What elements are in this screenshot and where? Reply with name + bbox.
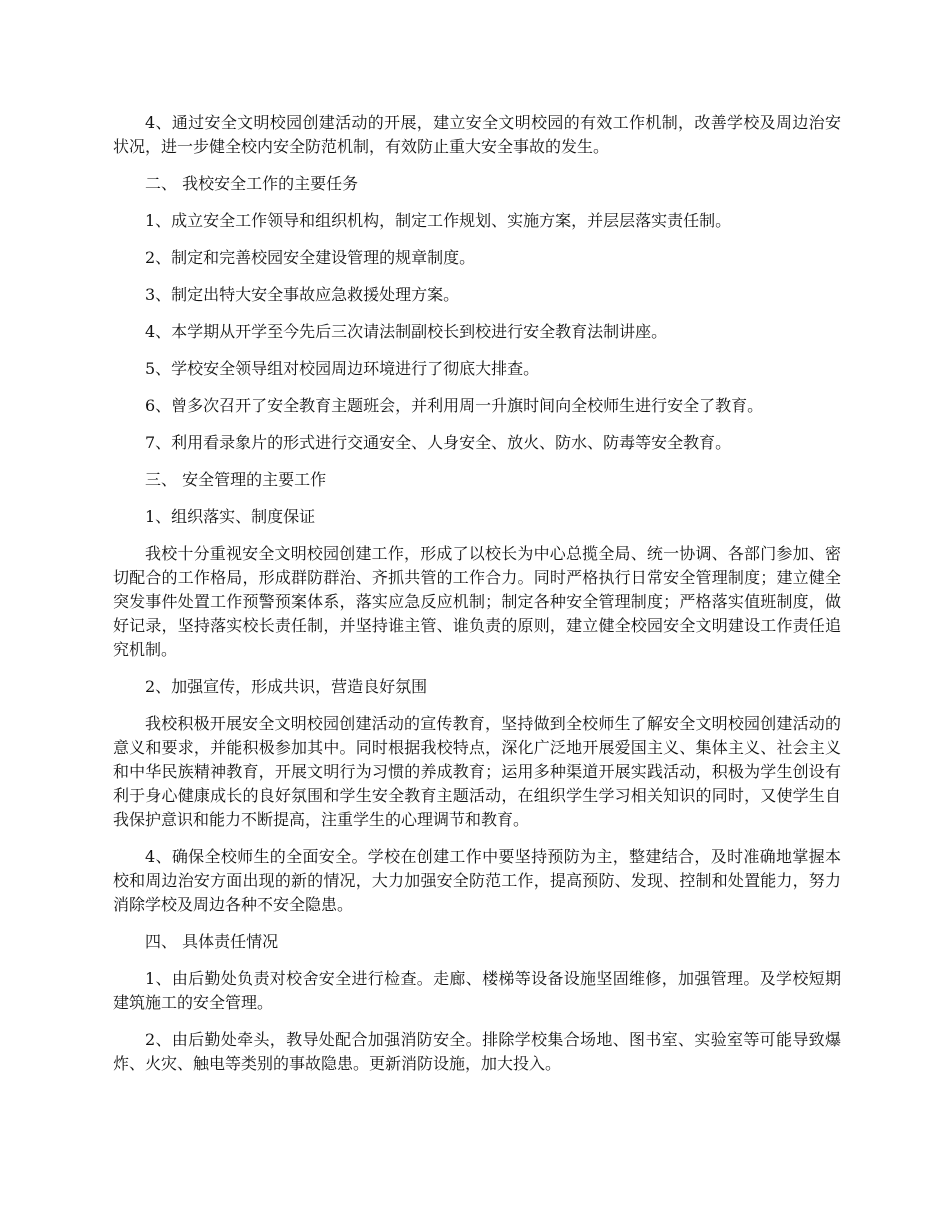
subheading-publicity: 2、加强宣传，形成共识，营造良好氛围 — [145, 677, 428, 696]
subheading-organization: 1、组织落实、制度保证 — [145, 507, 316, 526]
paragraph-task-3: 3、制定出特大安全事故应急救援处理方案。 — [145, 285, 460, 304]
paragraph-responsibility-1: 1、由后勤处负责对校舍安全进行检查。走廊、楼梯等设备设施坚固维修，加强管理。及学校短期建筑施工的安全管理。 — [113, 969, 841, 1012]
paragraph-task-1: 1、成立安全工作领导和组织机构，制定工作规划、实施方案，并层层落实责任制。 — [145, 211, 732, 230]
paragraph-task-7: 7、利用看录象片的形式进行交通安全、人身安全、放火、防水、防毒等安全教育。 — [145, 433, 732, 452]
paragraph-task-6: 6、曾多次召开了安全教育主题班会，并利用周一升旗时间向全校师生进行安全了教育。 — [145, 396, 764, 415]
heading-management-work: 三、 安全管理的主要工作 — [145, 470, 327, 489]
paragraph-goal-4: 4、通过安全文明校园创建活动的开展，建立安全文明校园的有效工作机制，改善学校及周边治安状况，进一步健全校内安全防范机制，有效防止重大安全事故的发生。 — [113, 113, 841, 156]
paragraph-task-2: 2、制定和完善校园安全建设管理的规章制度。 — [145, 248, 476, 267]
heading-responsibilities: 四、 具体责任情况 — [145, 932, 279, 951]
document-body — [113, 111, 841, 1089]
paragraph-organization: 我校十分重视安全文明校园创建工作，形成了以校长为中心总揽全局、统一协调、各部门参加、密切配合的工作格局，形成群防群治、齐抓共管的工作合力。同时严格执行日常安全管理制度；建立健全突发事件处置工作预警预案体系，落实应急反应机制；制定各种安全管理制度；严格落实值班制度，做好记录，坚持落实校长责任制，并坚持谁主管、谁负责的原则，建立健全校园安全文明建设工作责任追究机制。 — [113, 544, 841, 659]
paragraph-publicity: 我校积极开展安全文明校园创建活动的宣传教育，坚持做到全校师生了解安全文明校园创建活动的意义和要求，并能积极参加其中。同时根据我校特点，深化广泛地开展爱国主义、集体主义、社会主义和中华民族精神教育，开展文明行为习惯的养成教育；运用多种渠道开展实践活动，积极为学生创设有利于身心健康成长的良好氛围和学生安全教育主题活动，在组织学生学习相关知识的同时，又使学生自我保护意识和能力不断提高，注重学生的心理调节和教育。 — [113, 714, 841, 829]
heading-main-tasks: 二、 我校安全工作的主要任务 — [145, 174, 359, 193]
paragraph-responsibility-2: 2、由后勤处牵头，教导处配合加强消防安全。排除学校集合场地、图书室、实验室等可能导致爆炸、火灾、触电等类别的事故隐患。更新消防设施，加大投入。 — [113, 1030, 841, 1073]
paragraph-task-5: 5、学校安全领导组对校园周边环境进行了彻底大排查。 — [145, 359, 540, 378]
paragraph-task-4: 4、本学期从开学至今先后三次请法制副校长到校进行安全教育法制讲座。 — [145, 322, 668, 341]
paragraph-safety-assurance: 4、确保全校师生的全面安全。学校在创建工作中要坚持预防为主，整建结合，及时准确地掌握本校和周边治安方面出现的新的情况，大力加强安全防范工作，提高预防、发现、控制和处置能力，努力消除学校及周边各种不安全隐患。 — [113, 847, 841, 914]
